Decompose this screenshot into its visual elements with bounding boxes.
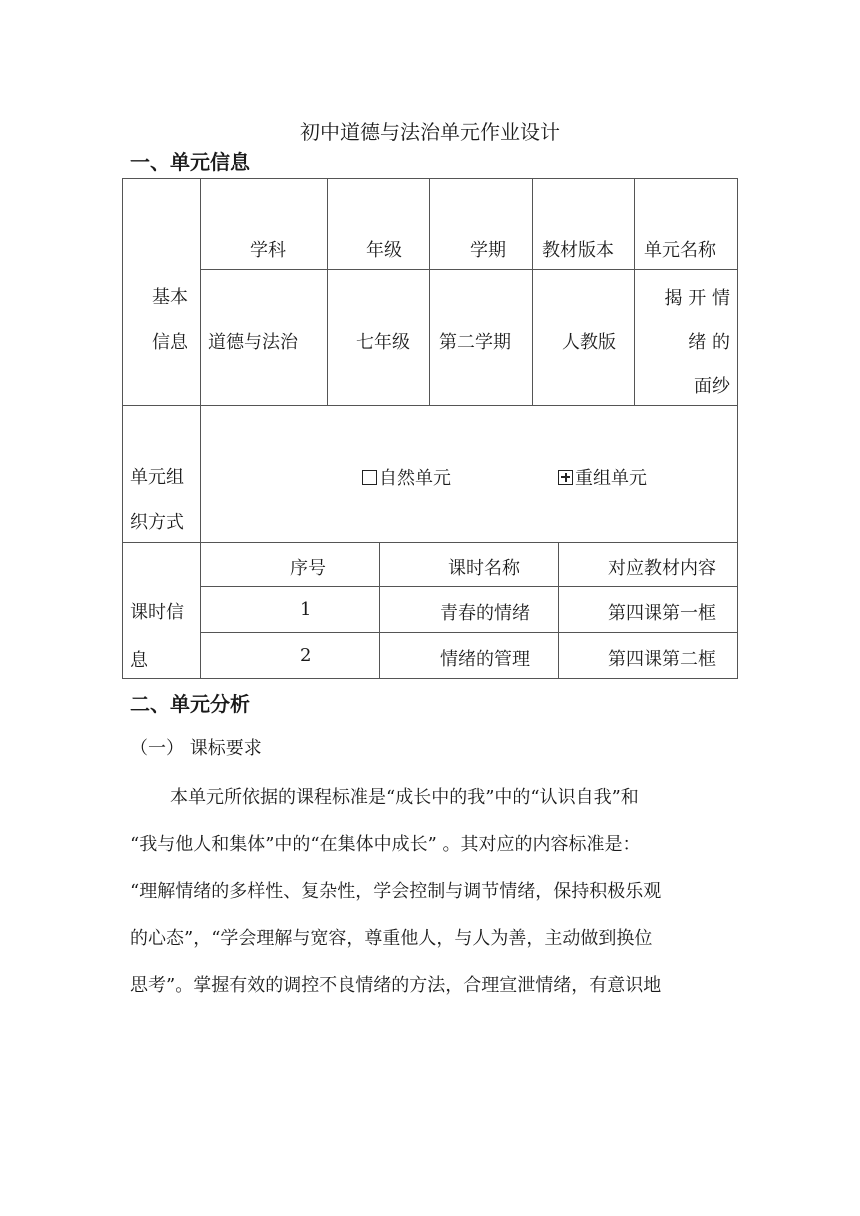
value-unit-name-line3: 面纱 (694, 376, 730, 397)
option-natural-unit[interactable] (362, 464, 451, 490)
paragraph-line-5: 思考”。掌握有效的调控不良情绪的方法，合理宣泄情绪，有意识地 (130, 975, 662, 996)
lessons-label-line2: 息 (130, 650, 148, 671)
value-unit-name-line1: 揭 开 情 (664, 288, 730, 309)
section-heading-unit-info: 一、单元信息 (130, 150, 250, 174)
section-heading-unit-analysis: 二、单元分析 (130, 692, 250, 716)
paragraph-line-2: “我与他人和集体”中的“在集体中成长” 。其对应的内容标准是： (130, 834, 641, 855)
header-grade: 年级 (366, 240, 402, 261)
lessons-label-line1: 课时信 (130, 602, 184, 623)
regroup-unit-checkbox[interactable] (558, 470, 573, 485)
regroup-unit-label: 重组单元 (575, 468, 647, 489)
paragraph-line-4: 的心态”，“学会理解与宽容，尊重他人，与人为善，主动做到换位 (130, 928, 653, 949)
header-subject: 学科 (250, 240, 286, 261)
lesson-row-1-number: 1 (300, 599, 312, 620)
org-label-line2: 织方式 (130, 512, 184, 533)
option-regroup-unit[interactable] (558, 464, 647, 490)
lesson-row-1-name: 青春的情绪 (440, 603, 530, 624)
lesson-row-1-content: 第四课第一框 (608, 603, 716, 624)
header-semester: 学期 (470, 240, 506, 261)
natural-unit-label: 自然单元 (379, 468, 451, 489)
paragraph-line-3: “理解情绪的多样性、复杂性，学会控制与调节情绪，保持积极乐观 (130, 881, 662, 902)
value-subject: 道德与法治 (208, 332, 298, 353)
lessons-header-number: 序号 (290, 558, 326, 579)
subsection-curriculum-requirements: （一） 课标要求 (130, 738, 262, 759)
value-textbook-version: 人教版 (562, 332, 616, 353)
unit-info-table (122, 178, 738, 679)
org-label-line1: 单元组 (130, 467, 184, 488)
natural-unit-checkbox[interactable] (362, 470, 377, 485)
value-semester: 第二学期 (439, 332, 511, 353)
value-grade: 七年级 (356, 332, 410, 353)
document-title: 初中道德与法治单元作业设计 (300, 120, 560, 144)
lesson-row-2-content: 第四课第二框 (608, 649, 716, 670)
lesson-row-2-number: 2 (300, 645, 312, 666)
paragraph-line-1: 本单元所依据的课程标准是“成长中的我”中的“认识自我”和 (170, 787, 639, 808)
lessons-header-content: 对应教材内容 (608, 558, 716, 579)
lessons-header-name: 课时名称 (448, 558, 520, 579)
header-textbook-version: 教材版本 (542, 240, 614, 261)
lesson-row-2-name: 情绪的管理 (440, 649, 530, 670)
basic-info-label-line1: 基本 (152, 287, 188, 308)
basic-info-label-line2: 信息 (152, 332, 188, 353)
value-unit-name-line2: 绪 的 (688, 332, 730, 353)
header-unit-name: 单元名称 (644, 240, 716, 261)
